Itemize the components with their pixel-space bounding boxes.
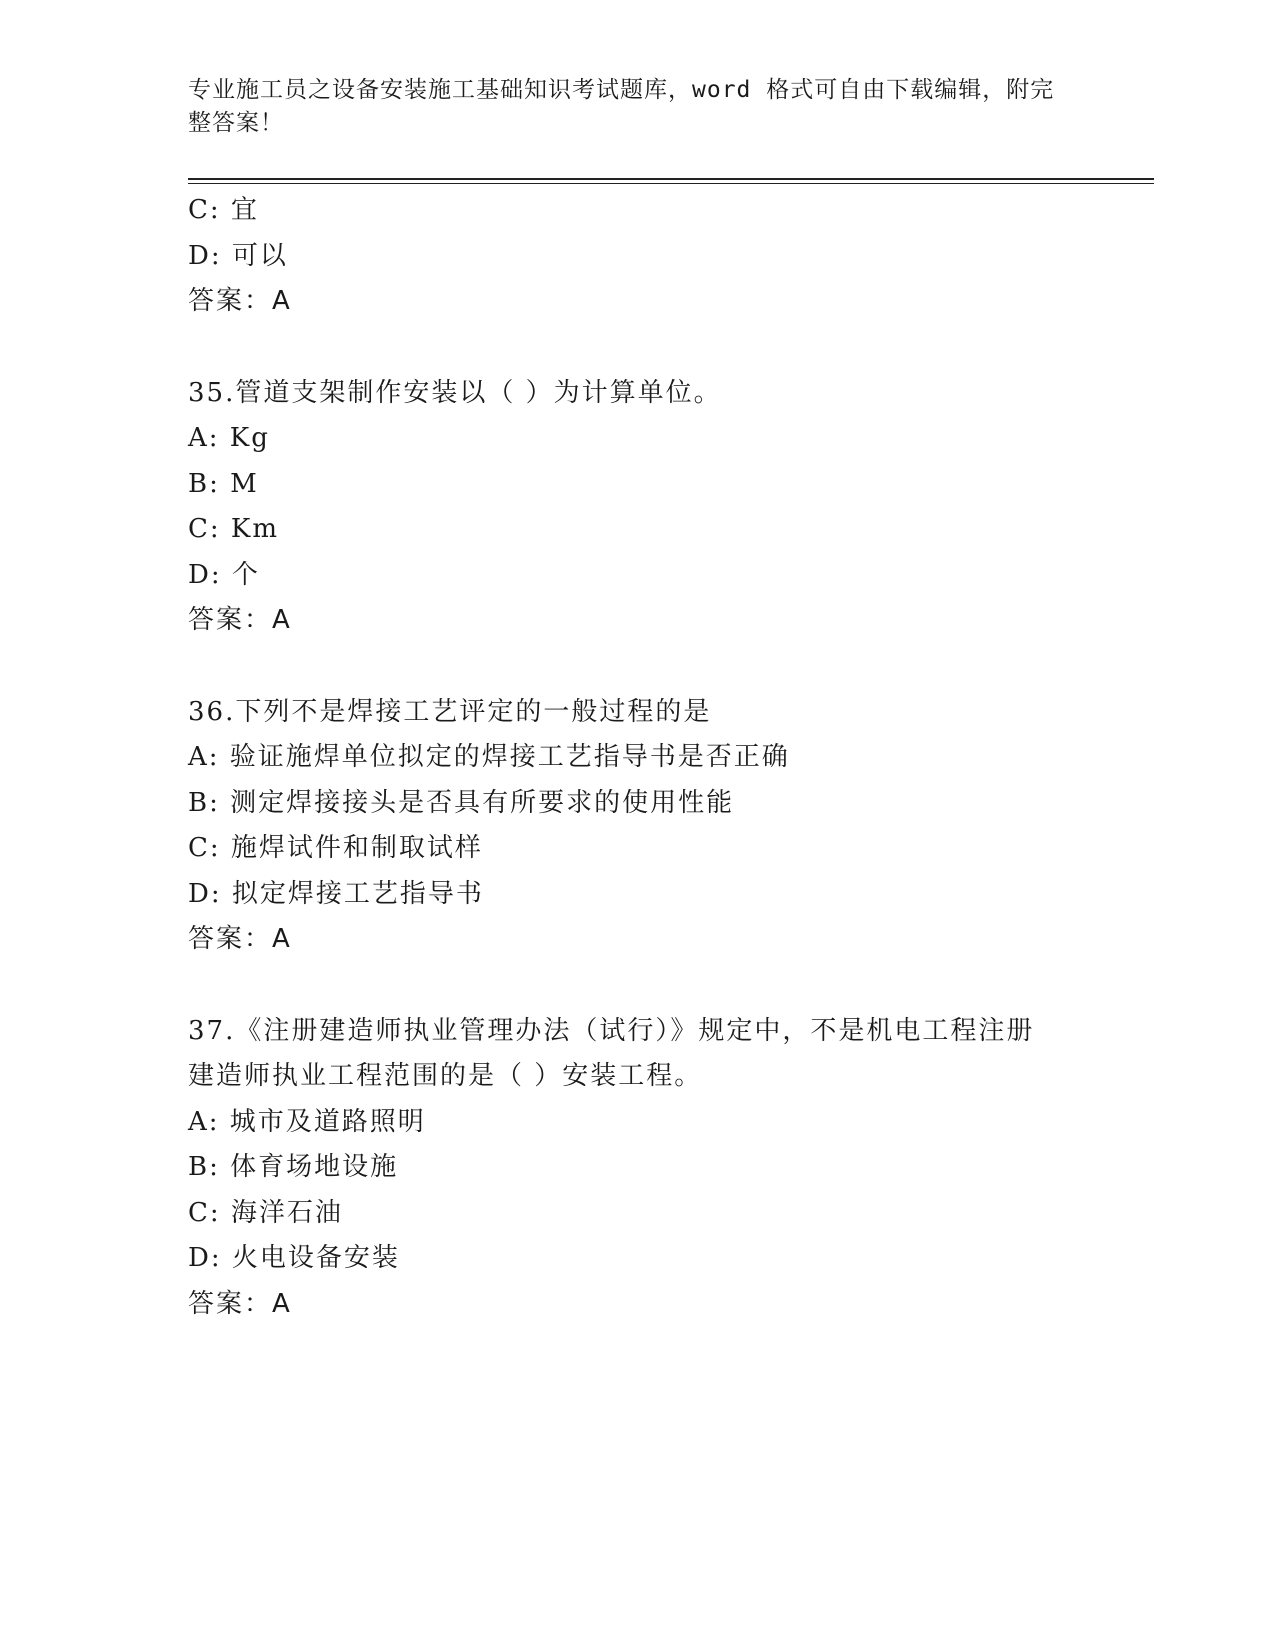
option-b: B: 测定焊接接头是否具有所要求的使用性能: [188, 787, 735, 818]
option-d: D: 火电设备安装: [188, 1243, 400, 1273]
header-line-1: 专业施工员之设备安装施工基础知识考试题库，word 格式可自由下载编辑，附完: [188, 77, 1055, 103]
option-b: B: 体育场地设施: [188, 1152, 399, 1182]
question-stem: 35.管道支架制作安装以（ ）为计算单位。: [188, 377, 722, 408]
answer: 答案：A: [188, 605, 292, 635]
option-a: A: 城市及道路照明: [188, 1106, 426, 1137]
spacer: [188, 963, 1088, 1009]
question-35: [188, 371, 1088, 644]
question-36: [188, 690, 1088, 963]
option-d: D: 可以: [188, 240, 288, 271]
option-c: C: Km: [188, 514, 279, 544]
question-stem-line-1: 37.《注册建造师执业管理办法（试行）》规定中，不是机电工程注册: [188, 1015, 1035, 1046]
document-header: [188, 74, 1088, 140]
question-stem: 36.下列不是焊接工艺评定的一般过程的是: [188, 696, 712, 727]
option-d: D: 拟定焊接工艺指导书: [188, 878, 484, 909]
spacer: [188, 325, 1088, 371]
question-34-partial: [188, 188, 1088, 325]
question-stem-line-2: 建造师执业工程范围的是（ ）安装工程。: [188, 1061, 703, 1091]
spacer: [188, 644, 1088, 690]
header-line-2: 整答案！: [188, 110, 284, 136]
option-c: C: 施焊试件和制取试样: [188, 833, 483, 863]
answer: 答案：A: [188, 286, 292, 316]
header-rule-thin: [188, 183, 1154, 184]
answer: 答案：A: [188, 1288, 292, 1319]
header-rule-thick: [188, 178, 1154, 180]
option-a: A: 验证施焊单位拟定的焊接工艺指导书是否正确: [188, 742, 790, 772]
option-b: B: M: [188, 468, 259, 499]
answer: 答案：A: [188, 924, 292, 954]
question-list: [188, 188, 1088, 1327]
option-c: C: 宜: [188, 195, 259, 225]
option-d: D: 个: [188, 559, 260, 590]
option-a: A: Kg: [188, 423, 270, 453]
option-c: C: 海洋石油: [188, 1197, 343, 1228]
question-37: [188, 1009, 1088, 1328]
